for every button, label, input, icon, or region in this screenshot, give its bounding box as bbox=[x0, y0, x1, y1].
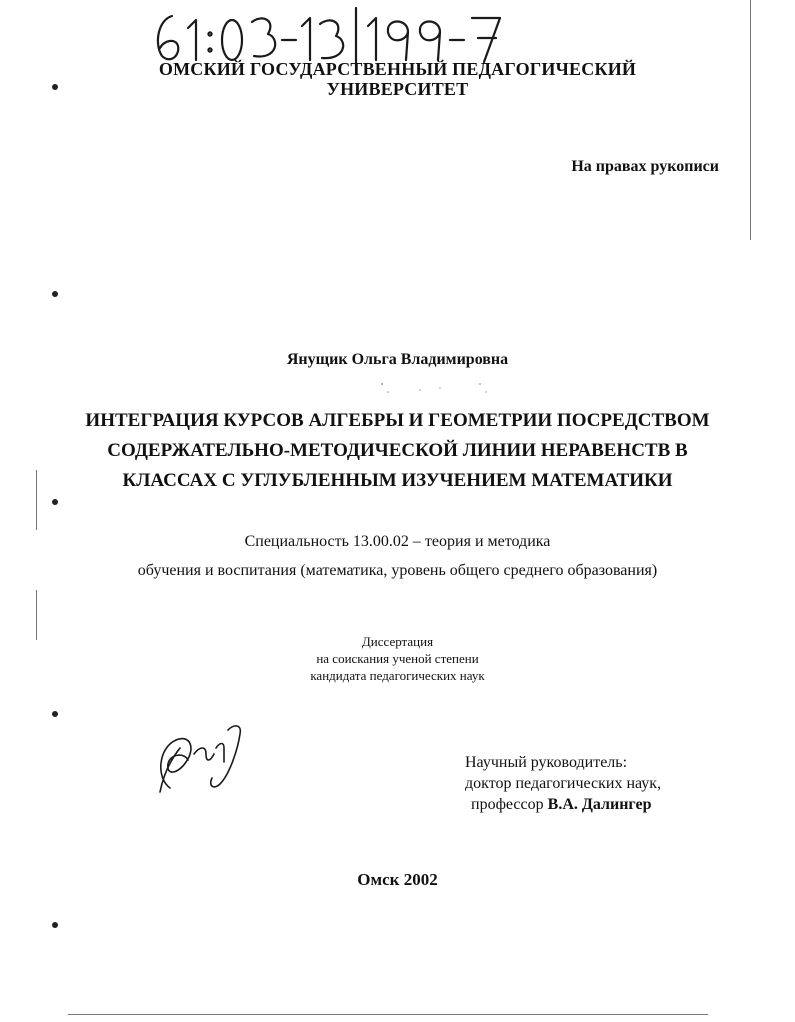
institution-line-2: УНИВЕРСИТЕТ bbox=[326, 79, 469, 99]
degree-line-1: Диссертация bbox=[361, 634, 434, 649]
advisor-line-2: доктор педагогических наук, bbox=[465, 775, 662, 792]
specialty-line-2: обучения и воспитания (математика, уровень общего среднего образования) bbox=[137, 562, 658, 579]
scan-dot bbox=[52, 711, 58, 717]
manuscript-rights: На правах рукописи bbox=[571, 158, 719, 175]
specialty-line-1: Специальность 13.00.02 – теория и методика bbox=[244, 533, 551, 550]
specialty bbox=[0, 527, 795, 585]
scan-edge-right bbox=[750, 0, 751, 240]
institution-name bbox=[0, 59, 795, 99]
scan-specks bbox=[300, 380, 500, 398]
title-line-1: ИНТЕГРАЦИЯ КУРСОВ АЛГЕБРЫ И ГЕОМЕТРИИ ПОСРЕДСТВОМ bbox=[85, 410, 710, 431]
advisor-line-1: Научный руководитель: bbox=[465, 754, 628, 771]
dissertation-title bbox=[0, 406, 795, 496]
scientific-advisor bbox=[465, 752, 661, 815]
dissertation-degree bbox=[0, 633, 795, 684]
degree-line-2: на соискания ученой степени bbox=[316, 651, 479, 666]
title-line-2: СОДЕРЖАТЕЛЬНО-МЕТОДИЧЕСКОЙ ЛИНИИ НЕРАВЕНСТВ В bbox=[107, 440, 688, 461]
title-line-3: КЛАССАХ С УГЛУБЛЕННЫМ ИЗУЧЕНИЕМ МАТЕМАТИКИ bbox=[122, 470, 673, 491]
advisor-name: В.А. Далингер bbox=[547, 796, 652, 813]
scan-dot bbox=[52, 84, 58, 90]
author-name: Янущик Ольга Владимировна bbox=[286, 351, 509, 368]
institution-line-1: ОМСКИЙ ГОСУДАРСТВЕННЫЙ ПЕДАГОГИЧЕСКИЙ bbox=[158, 59, 637, 79]
city-year: Омск 2002 bbox=[357, 870, 438, 889]
advisor-title: профессор bbox=[471, 796, 544, 813]
scan-edge-left bbox=[36, 590, 37, 640]
scan-edge-bottom bbox=[68, 1014, 708, 1015]
signature bbox=[150, 718, 260, 798]
scan-dot bbox=[52, 922, 58, 928]
advisor-line-3 bbox=[465, 794, 661, 815]
scan-edge-left bbox=[36, 470, 37, 530]
degree-line-3: кандидата педагогических наук bbox=[310, 668, 485, 683]
scan-dot bbox=[52, 499, 58, 505]
scan-dot bbox=[52, 291, 58, 297]
